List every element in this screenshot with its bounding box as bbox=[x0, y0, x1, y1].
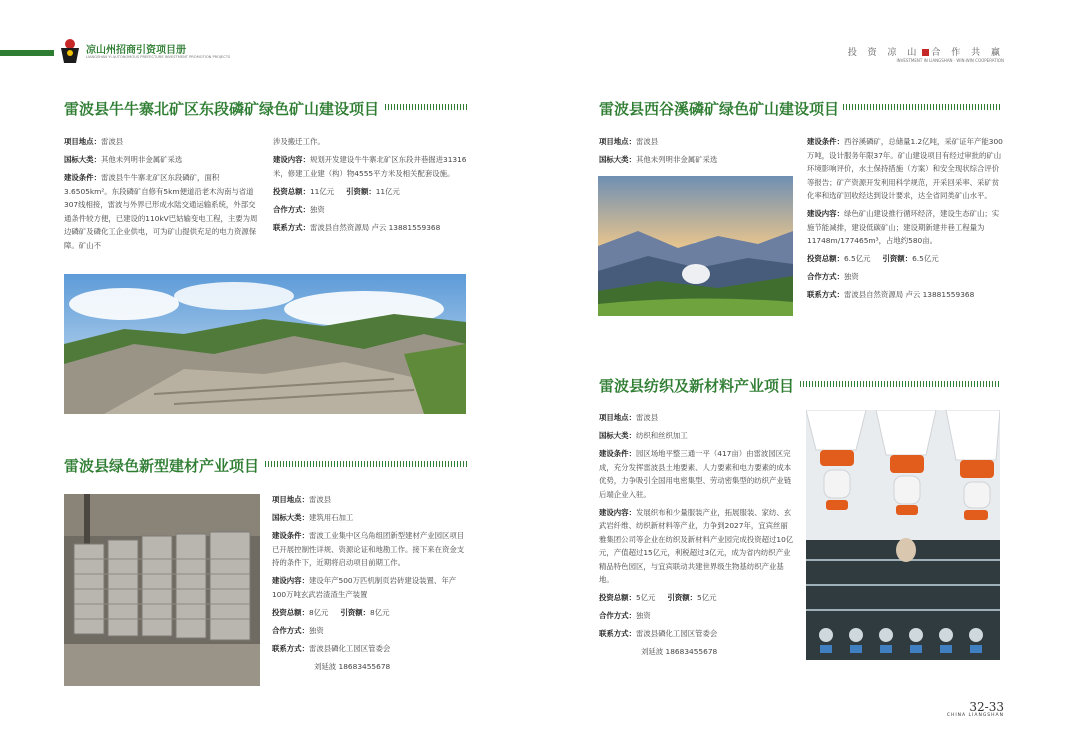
content-label: 建设内容： bbox=[807, 209, 844, 218]
location-value: 雷波县 bbox=[635, 137, 659, 146]
attract-label: 引资额： bbox=[340, 607, 371, 617]
contact-row bbox=[807, 288, 1003, 302]
page-number: 32-33 bbox=[969, 700, 1004, 714]
mountain-sunrise-photo bbox=[598, 176, 793, 316]
total-label: 投资总额： bbox=[273, 186, 310, 196]
conditions-label: 建设条件： bbox=[599, 449, 636, 458]
brick-factory-photo bbox=[64, 494, 260, 686]
location-value: 雷波县 bbox=[308, 495, 332, 504]
conditions-label: 建设条件： bbox=[64, 173, 101, 182]
location-label: 项目地点： bbox=[599, 413, 636, 422]
conditions-label: 建设条件： bbox=[272, 531, 309, 540]
mine-landscape-photo bbox=[64, 274, 466, 414]
project-4-title: 雷波县纺织及新材料产业项目 bbox=[599, 377, 795, 395]
location-row bbox=[64, 135, 262, 149]
contact-value: 雷波县自然资源局 卢云 13881559368 bbox=[309, 222, 441, 232]
attract-label: 引资额： bbox=[882, 254, 913, 263]
textile-machine-photo bbox=[806, 410, 1000, 660]
contact-label: 联系方式： bbox=[272, 643, 309, 653]
category-label: 国标大类： bbox=[599, 155, 636, 164]
brand-title: 凉山州招商引资项目册 bbox=[86, 45, 186, 56]
attract-value: 8亿元 bbox=[370, 607, 390, 617]
category-row bbox=[64, 153, 262, 167]
title-decoration bbox=[843, 104, 1000, 110]
category-label: 国标大类： bbox=[64, 155, 101, 164]
category-value: 纺织和丝织加工 bbox=[635, 431, 688, 440]
red-square-icon bbox=[922, 49, 929, 56]
contact-row bbox=[273, 221, 470, 235]
contact-value: 雷波县自然资源局 卢云 13881559368 bbox=[843, 290, 975, 299]
mine-landscape-image bbox=[64, 274, 466, 414]
content-value: 建设年产500万匹机制页岩砖建设装置、年产100万吨玄武岩渣渣生产装置 bbox=[272, 576, 457, 599]
project-2-details-left bbox=[599, 135, 799, 171]
conditions-value: 园区场地平整三通一平（417亩）由雷波园区完成，充分发挥雷波县土地要素、人力要素和电力要素的成本优势，力争吸引全国用电密集型、劳动密集型的纺织产业链后端企业入驻。 bbox=[599, 449, 792, 499]
contact-row bbox=[599, 627, 795, 641]
slogan bbox=[848, 45, 1004, 58]
project-1-details-right bbox=[273, 135, 470, 239]
coop-row bbox=[807, 270, 1003, 284]
location-label: 项目地点： bbox=[599, 137, 636, 146]
location-label: 项目地点： bbox=[272, 495, 309, 504]
location-value: 雷波县 bbox=[100, 137, 124, 146]
conditions-row bbox=[64, 171, 262, 252]
project-4-details bbox=[599, 411, 795, 663]
title-decoration bbox=[385, 104, 467, 110]
conditions-value: 雷波县牛牛寨北矿区东段磷矿，面积3.6505km²。东段磷矿自修有5km便道沿老木沟南与省道307线相接，雷波与外界已形成水陆交通运输系统，外部交通条件较方便，已建设的110kV巴姑输变电工程，主要为周边磷矿及磷化工企业供电，可为矿山提供充足的电力资源保障。矿山不 bbox=[64, 173, 258, 250]
coop-value: 独资 bbox=[309, 204, 325, 214]
contact-row bbox=[272, 642, 470, 656]
title-decoration bbox=[800, 381, 1000, 387]
category-row bbox=[599, 429, 795, 443]
total-value: 11亿元 bbox=[309, 186, 335, 196]
conditions-value: 雷波工业集中区乌角组团新型建材产业园区项目已开展控制性详规、资源论证和地勘工作。接下来在资金支持的条件下，近期将启动项目前期工作。 bbox=[272, 531, 465, 567]
project-3-title: 雷波县绿色新型建材产业项目 bbox=[64, 457, 260, 475]
coop-label: 合作方式： bbox=[272, 625, 309, 635]
content-row bbox=[272, 574, 470, 601]
conditions-continued: 涉及搬迁工作。 bbox=[273, 137, 325, 146]
category-value: 其他未列明非金属矿采选 bbox=[100, 155, 183, 164]
content-row bbox=[273, 153, 470, 180]
brand-subtitle: LIANGSHAN YI AUTONOMOUS PREFECTURE INVESTMENT PROMOTION PROJECTS bbox=[86, 55, 231, 59]
project-2-title: 雷波县西谷溪磷矿绿色矿山建设项目 bbox=[599, 100, 840, 118]
coop-row bbox=[599, 609, 795, 623]
coop-row bbox=[272, 624, 470, 638]
coop-value: 独资 bbox=[635, 611, 651, 620]
slogan-part-a: 投 资 凉 山 bbox=[847, 48, 921, 58]
contact-person: 刘延波 18683455678 bbox=[314, 661, 391, 671]
brick-stack-image bbox=[64, 494, 260, 686]
page-footer-label: CHINA LIANGSHAN bbox=[946, 713, 1004, 718]
contact-value: 雷波县磷化工园区管委会 bbox=[308, 643, 391, 653]
location-value: 雷波县 bbox=[635, 413, 659, 422]
investment-row bbox=[599, 591, 795, 605]
total-label: 投资总额： bbox=[599, 593, 636, 602]
contact-label: 联系方式： bbox=[807, 290, 844, 299]
header-accent-bar bbox=[0, 50, 54, 56]
category-label: 国标大类： bbox=[272, 513, 309, 522]
content-label: 建设内容： bbox=[273, 155, 310, 164]
investment-row bbox=[273, 185, 470, 199]
slogan-part-b: 合 作 共 赢 bbox=[931, 48, 1004, 58]
attract-label: 引资额： bbox=[346, 186, 376, 196]
content-value: 规划开发建设牛牛寨北矿区东段井巷掘进31316米，修建工业建（构）物4555平方米及相关配套设施。 bbox=[273, 155, 467, 178]
location-label: 项目地点： bbox=[64, 137, 101, 146]
conditions-row bbox=[599, 447, 795, 501]
content-value: 发展织布和少量服装产业，拓展服装、家纺、玄武岩纤维、纺织新材料等产业，力争到2027年，宜宾丝丽雅集团公司等企业在纺织及新材料产业园完成投资超过10亿元，产值超过15亿元，利税超过3亿元，成为省内纺织产业精品特色园区，与宜宾联动共建世界级生物基纺织产业基地。 bbox=[599, 507, 794, 584]
content-row bbox=[599, 506, 795, 587]
content-label: 建设内容： bbox=[272, 576, 309, 585]
conditions-row bbox=[807, 135, 1003, 203]
contact-label: 联系方式： bbox=[273, 222, 310, 232]
investment-row bbox=[272, 606, 470, 620]
project-2-details-right bbox=[807, 135, 1003, 306]
content-value: 绿色矿山建设推行循环经济，建设生态矿山；实施节能减排，建设低碳矿山；建设期新建井巷工程量为11748m/177465m³，占地约580亩。 bbox=[807, 209, 1000, 245]
coop-row bbox=[273, 203, 470, 217]
coop-value: 独资 bbox=[308, 625, 324, 635]
attract-value: 6.5亿元 bbox=[912, 254, 939, 263]
project-3-details bbox=[272, 493, 470, 678]
location-row bbox=[272, 493, 470, 507]
contact-label: 联系方式： bbox=[599, 629, 636, 638]
location-row bbox=[599, 135, 799, 149]
attract-value: 11亿元 bbox=[375, 186, 400, 196]
title-decoration bbox=[265, 461, 467, 467]
total-value: 8亿元 bbox=[308, 607, 329, 617]
project-1-title: 雷波县牛牛寨北矿区东段磷矿绿色矿山建设项目 bbox=[64, 100, 380, 118]
conditions-label: 建设条件： bbox=[807, 137, 844, 146]
investment-row bbox=[807, 252, 1003, 266]
category-row bbox=[599, 153, 799, 167]
attract-label: 引资额： bbox=[667, 593, 698, 602]
content-label: 建设内容： bbox=[599, 507, 636, 517]
coop-value: 独资 bbox=[843, 272, 859, 281]
coop-label: 合作方式： bbox=[273, 204, 310, 214]
location-row bbox=[599, 411, 795, 425]
category-row bbox=[272, 511, 470, 525]
total-label: 投资总额： bbox=[807, 254, 844, 263]
category-value: 建筑用石加工 bbox=[308, 513, 354, 522]
content-row bbox=[807, 207, 1003, 248]
liangshan-logo-icon bbox=[58, 38, 82, 64]
contact-person: 刘延波 18683455678 bbox=[641, 647, 718, 656]
conditions-value: 西谷溪磷矿，总储量1.2亿吨，采矿证年产能300万吨，设计服务年限37年。矿山建设项目有经过审批的矿山环境影响评价，水土保持措施（方案）和安全现状综合评价等报告；矿产资源开发利用科学规范，开采回采率、采矿贫化率和选矿回收经达到设计要求，达全省同类矿山水平。 bbox=[807, 137, 1003, 200]
total-value: 6.5亿元 bbox=[843, 254, 871, 263]
category-label: 国标大类： bbox=[599, 431, 636, 440]
coop-label: 合作方式： bbox=[599, 611, 636, 620]
attract-value: 5亿元 bbox=[697, 593, 717, 602]
coop-label: 合作方式： bbox=[807, 272, 844, 281]
slogan-en: INVESTMENT IN LIANGSHAN · WIN-WIN COOPERATION bbox=[896, 58, 1004, 63]
mountain-landscape-image bbox=[598, 176, 793, 316]
project-1-details-left bbox=[64, 135, 262, 257]
category-value: 其他未列明非金属矿采选 bbox=[635, 155, 718, 164]
total-label: 投资总额： bbox=[272, 607, 309, 617]
conditions-row bbox=[272, 529, 470, 570]
total-value: 5亿元 bbox=[635, 593, 656, 602]
textile-machinery-image bbox=[806, 410, 1000, 660]
contact-value: 雷波县磷化工园区管委会 bbox=[635, 629, 718, 638]
